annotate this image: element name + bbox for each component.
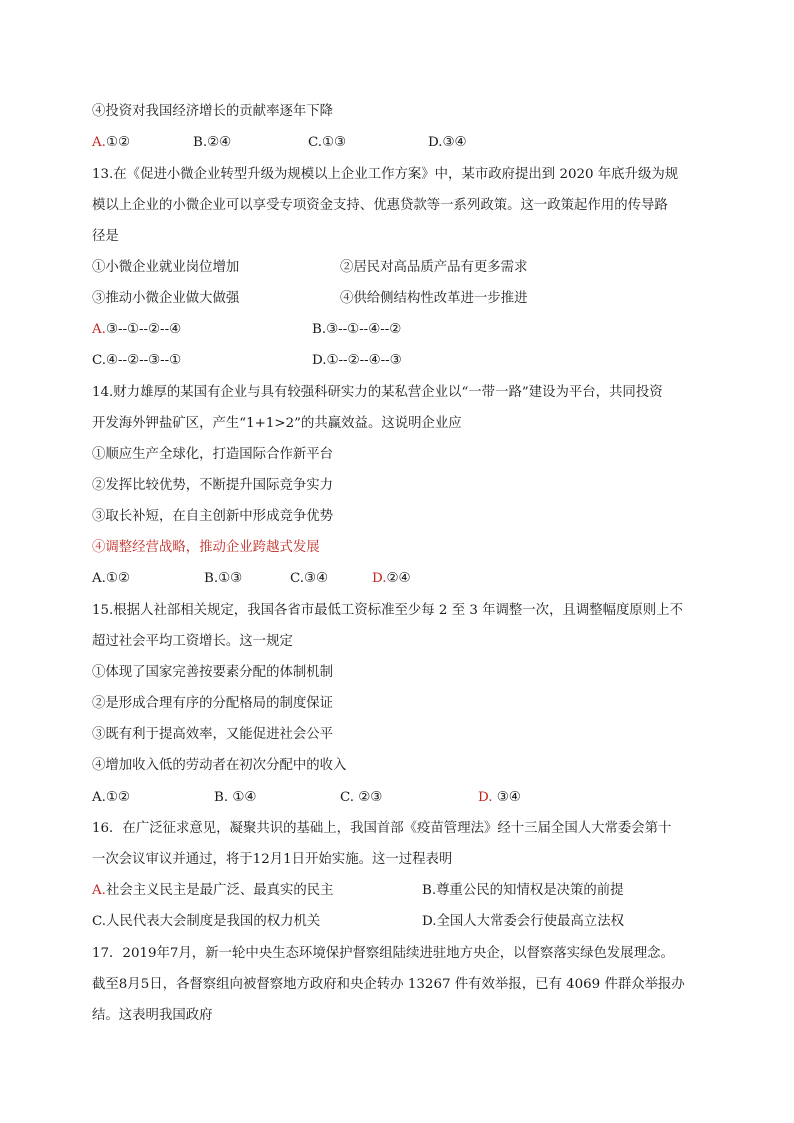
- q14-stem-line-1: 14.财力雄厚的某国有企业与具有较强科研实力的某私营企业以“一带一路”建设为平台，共同投资: [92, 385, 663, 400]
- q12-item-4: ④投资对我国经济增长的贡献率逐年下降: [92, 104, 334, 119]
- q12-option-b[interactable]: B.②④: [193, 135, 232, 150]
- q13-item-4: ④供给侧结构性改革进一步推进: [340, 291, 528, 306]
- q13-item-3: ③推动小微企业做大做强: [92, 291, 240, 306]
- answer-letter: A.: [92, 135, 106, 150]
- q17-stem-line-3: 结。这表明我国政府: [92, 1008, 213, 1023]
- q15-item-3: ③既有利于提高效率，又能促进社会公平: [92, 727, 334, 742]
- answer-letter: D.: [372, 571, 387, 586]
- q12-option-c[interactable]: C.①③: [308, 135, 347, 150]
- q13-stem-line-1: 13.在《促进小微企业转型升级为规模以上企业工作方案》中，某市政府提出到 2020 年底升级为规: [92, 167, 679, 182]
- q14-item-2: ②发挥比较优势，不断提升国际竞争实力: [92, 478, 334, 493]
- q12-option-a[interactable]: A.①②: [92, 135, 130, 150]
- answer-letter: D.: [478, 790, 493, 805]
- q14-option-c[interactable]: C.③④: [290, 571, 329, 586]
- answer-letter: A.: [92, 883, 106, 898]
- q14-option-d[interactable]: D.②④: [372, 571, 411, 586]
- q15-item-2: ②是形成合理有序的分配格局的制度保证: [92, 696, 334, 711]
- q16-stem-line-2: 一次会议审议并通过，将于12月1日开始实施。这一过程表明: [92, 852, 453, 867]
- q16-stem-line-1: 16．在广泛征求意见，凝聚共识的基础上，我国首部《疫苗管理法》经十三届全国人大常委会第十: [92, 821, 672, 836]
- q13-option-a[interactable]: A.③--①--②--④: [92, 322, 182, 337]
- q13-option-b[interactable]: B.③--①--④--②: [312, 322, 402, 337]
- q16-option-d[interactable]: D.全国人大常委会行使最高立法权: [422, 914, 624, 929]
- q13-stem-line-3: 径是: [92, 229, 119, 244]
- q15-option-b[interactable]: B. ①④: [214, 790, 257, 805]
- q13-item-2: ②居民对高品质产品有更多需求: [340, 260, 528, 275]
- q14-item-1: ①顺应生产全球化，打造国际合作新平台: [92, 447, 334, 462]
- q14-stem-line-2: 开发海外钾盐矿区，产生“1+1>2”的共赢效益。这说明企业应: [92, 416, 462, 431]
- q15-option-d[interactable]: D. ③④: [478, 790, 521, 805]
- q16-option-b[interactable]: B.尊重公民的知情权是决策的前提: [422, 883, 624, 898]
- q14-item-4: ④调整经营战略，推动企业跨越式发展: [92, 540, 320, 555]
- q15-option-a[interactable]: A.①②: [92, 790, 130, 805]
- q15-option-c[interactable]: C. ②③: [340, 790, 383, 805]
- q13-item-1: ①小微企业就业岗位增加: [92, 260, 240, 275]
- q13-stem-line-2: 模以上企业的小微企业可以享受专项资金支持、优惠贷款等一系列政策。这一政策起作用的传导路: [92, 198, 668, 213]
- q15-stem-line-1: 15.根据人社部相关规定，我国各省市最低工资标准至少每 2 至 3 年调整一次，且调整幅度原则上不: [92, 603, 683, 618]
- q16-option-a[interactable]: A.社会主义民主是最广泛、最真实的民主: [92, 883, 334, 898]
- q15-stem-line-2: 超过社会平均工资增长。这一规定: [92, 634, 293, 649]
- q16-option-c[interactable]: C.人民代表大会制度是我国的权力机关: [92, 914, 321, 929]
- q14-item-3: ③取长补短，在自主创新中形成竞争优势: [92, 509, 334, 524]
- q13-option-d[interactable]: D.①--②--④--③: [312, 353, 402, 368]
- q15-item-4: ④增加收入低的劳动者在初次分配中的收入: [92, 758, 347, 773]
- answer-letter: A.: [92, 322, 106, 337]
- q12-option-d[interactable]: D.③④: [428, 135, 467, 150]
- q17-stem-line-1: 17．2019年7月，新一轮中央生态环境保护督察组陆续进驻地方央企，以督察落实绿色发展理念。: [92, 946, 674, 961]
- q14-option-a[interactable]: A.①②: [92, 571, 130, 586]
- q14-option-b[interactable]: B.①③: [204, 571, 243, 586]
- q15-item-1: ①体现了国家完善按要素分配的体制机制: [92, 665, 334, 680]
- q13-option-c[interactable]: C.④--②--③--①: [92, 353, 182, 368]
- q17-stem-line-2: 截至8月5日，各督察组向被督察地方政府和央企转办 13267 件有效举报，已有 4069 件群众举报办: [92, 977, 685, 992]
